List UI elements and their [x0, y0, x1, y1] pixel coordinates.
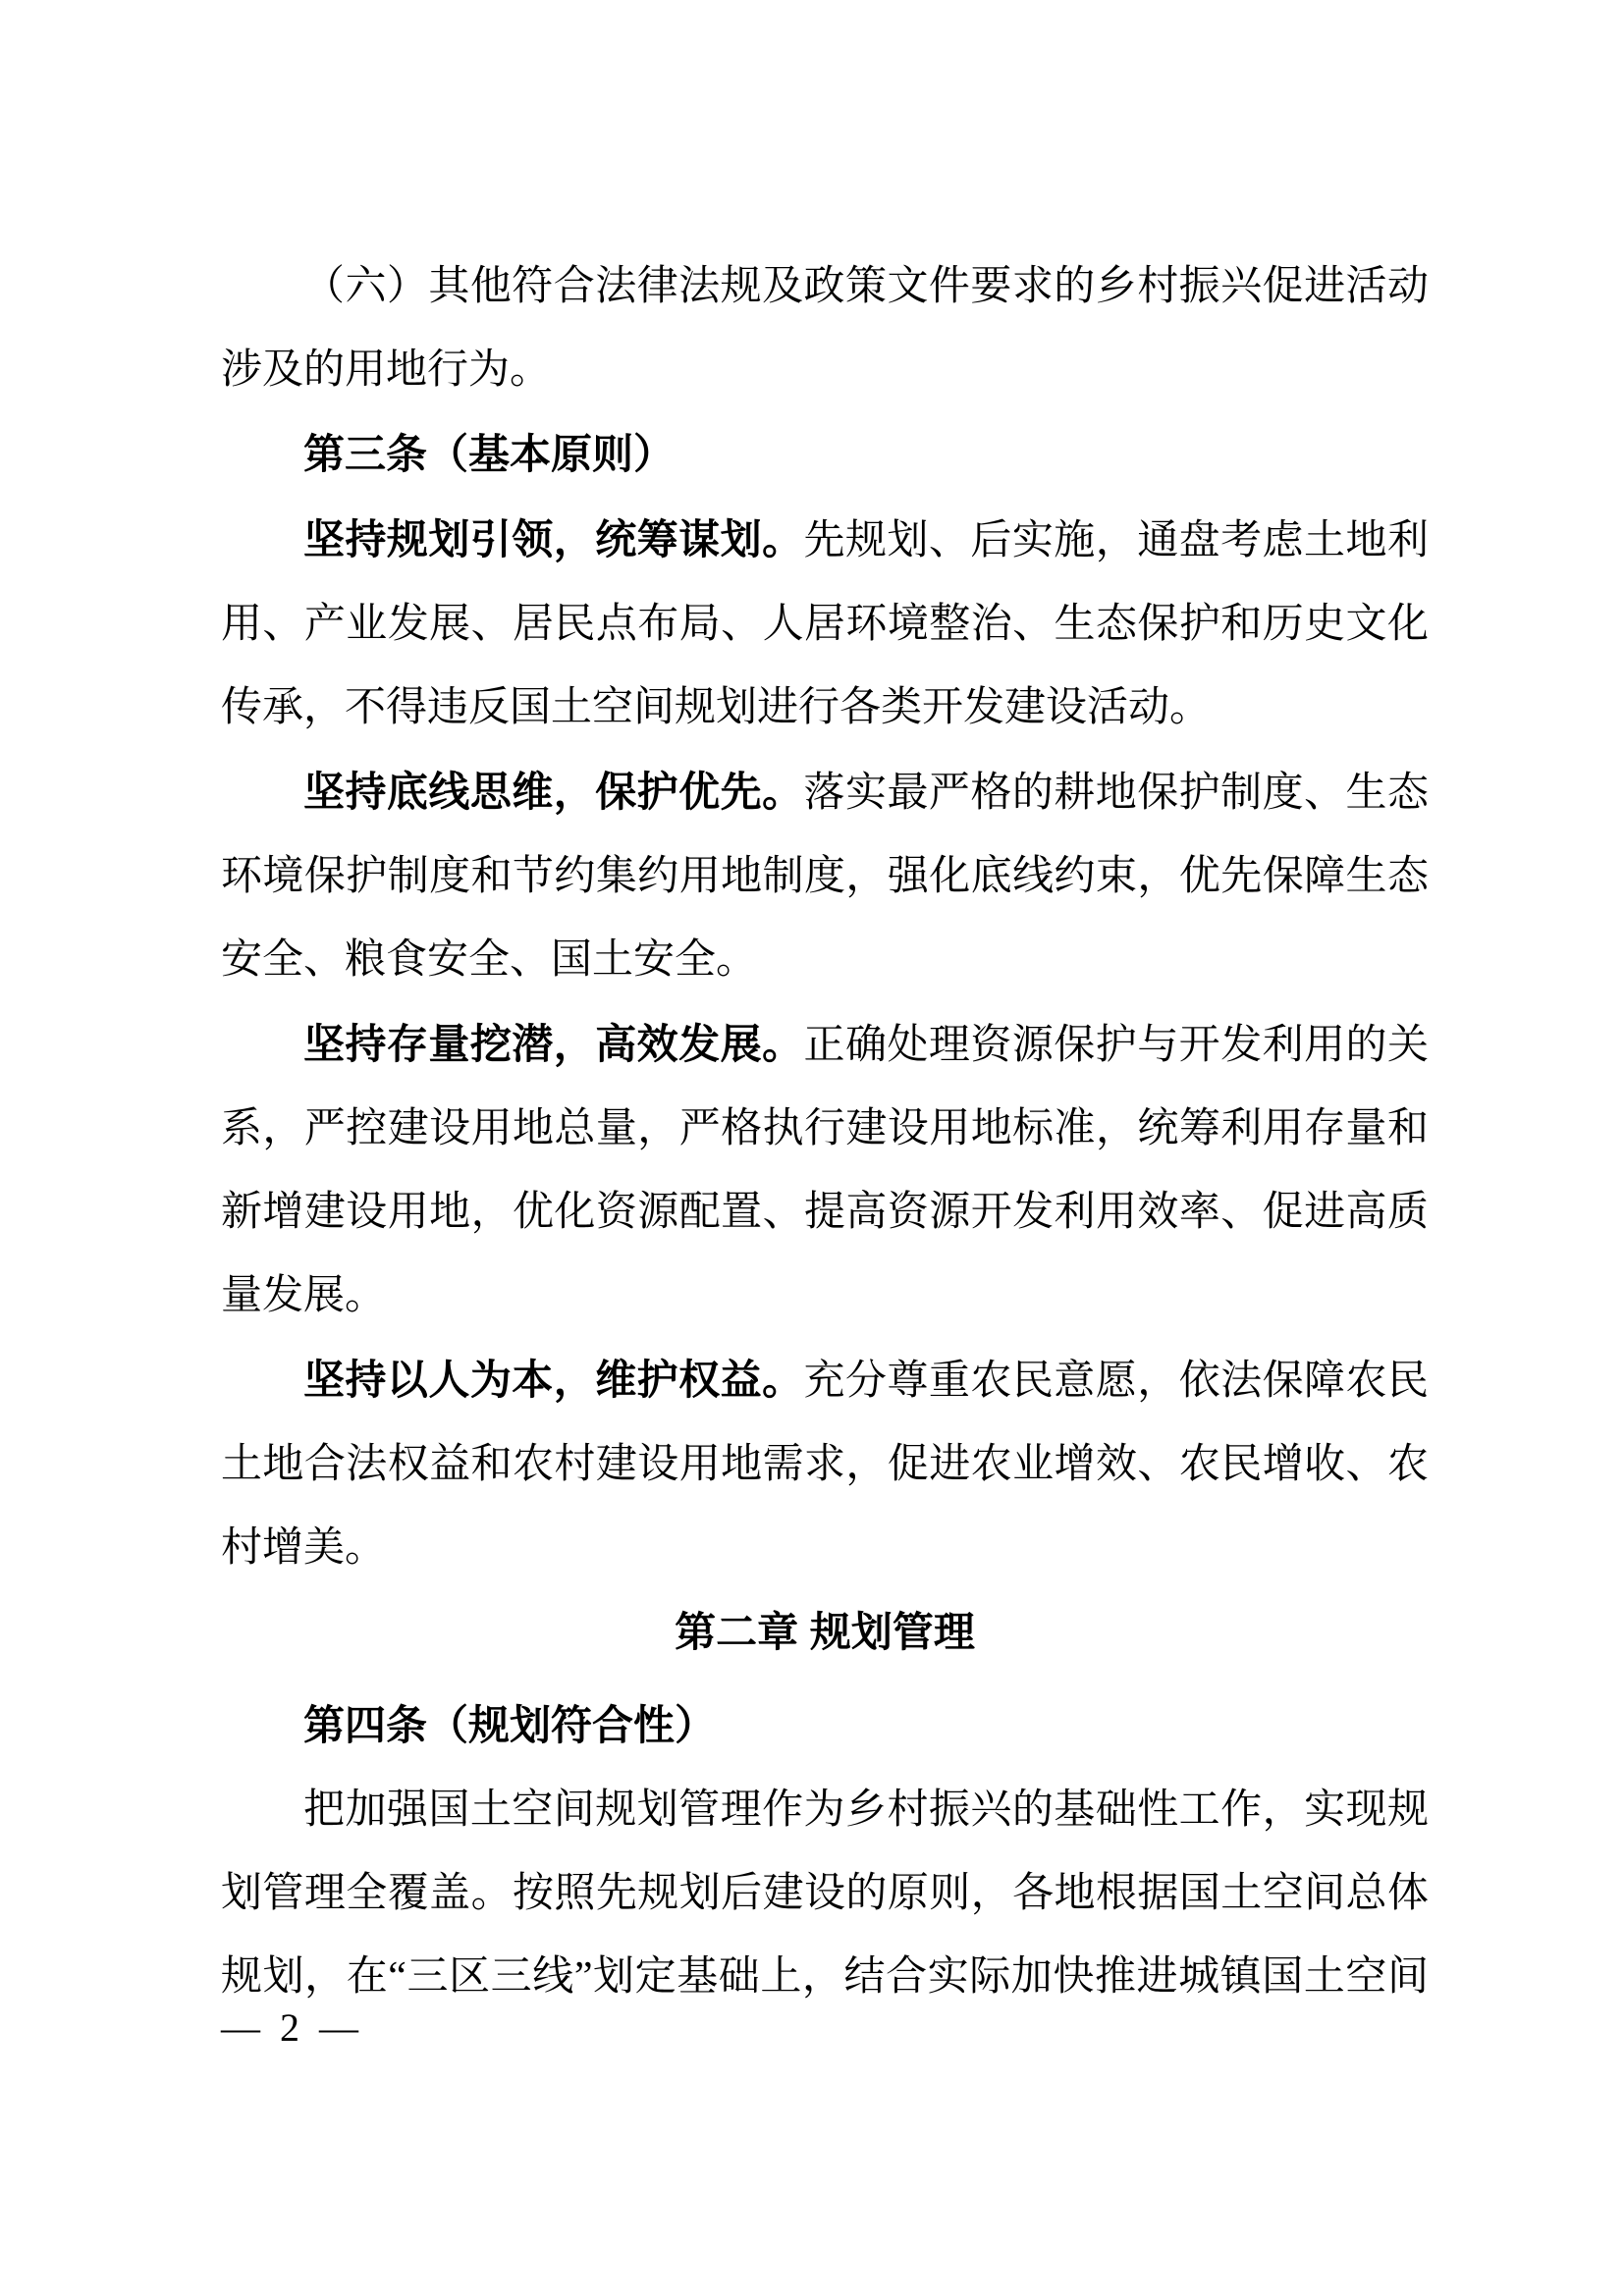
article-heading — [221, 1683, 1429, 1769]
text-run: 先规划、后实施，通盘考虑土地利 — [803, 518, 1429, 563]
text-run: 传承，不得违反国土空间规划进行各类开发建设活动。 — [221, 685, 1212, 730]
bold-text-run: 第四条（规划符合性） — [303, 1702, 717, 1748]
article-heading — [221, 412, 1429, 498]
body-line — [221, 245, 1429, 329]
text-run: 村增美。 — [221, 1525, 387, 1571]
bold-text-run: 坚持存量挖潜，高效发展。 — [303, 1021, 804, 1067]
body-line — [221, 498, 1429, 583]
text-run: 划管理全覆盖。按照先规划后建设的原则，各地根据国土空间总体 — [221, 1871, 1429, 1916]
body-line — [221, 1936, 1429, 2019]
text-run: 土地合法权益和农村建设用地需求，促进农业增效、农民增收、农 — [221, 1442, 1429, 1487]
text-run: 安全、粮食安全、国土安全。 — [221, 937, 758, 983]
text-run: 正确处理资源保护与开发利用的关 — [803, 1023, 1429, 1068]
body-line — [221, 1088, 1429, 1171]
text-run: 充分尊重农民意愿，依法保障农民 — [803, 1359, 1429, 1404]
chapter-heading — [221, 1590, 1429, 1676]
body-line — [221, 583, 1429, 667]
body-line — [221, 1002, 1429, 1088]
bold-text-run: 第三条（基本原则） — [303, 431, 676, 477]
text-run: 新增建设用地，优化资源配置、提高资源开发利用效率、促进高质 — [221, 1190, 1429, 1235]
text-run: 规划，在“三区三线”划定基础上，结合实际加快推进城镇国土空间 — [221, 1954, 1429, 2000]
body-line — [221, 1423, 1429, 1507]
body-line — [221, 750, 1429, 835]
bold-text-run: 坚持以人为本，维护权益。 — [303, 1357, 804, 1403]
text-run: 用、产业发展、居民点布局、人居环境整治、生态保护和历史文化 — [221, 602, 1429, 647]
page-number: — 2 — — [221, 2005, 358, 2050]
bold-text-run: 第二章 规划管理 — [675, 1609, 975, 1655]
text-run: 环境保护制度和节约集约用地制度，强化底线约束，优先保障生态 — [221, 854, 1429, 899]
text-run: 涉及的用地行为。 — [221, 347, 552, 393]
body-line — [221, 1171, 1429, 1255]
body-line — [221, 1852, 1429, 1936]
document-body — [221, 245, 1429, 2019]
body-line — [221, 329, 1429, 412]
text-run: 落实最严格的耕地保护制度、生态 — [803, 771, 1429, 816]
bold-text-run: 坚持底线思维，保护优先。 — [303, 769, 804, 815]
body-line — [221, 919, 1429, 1002]
body-line — [221, 1255, 1429, 1338]
body-line — [221, 1507, 1429, 1590]
text-run: 量发展。 — [221, 1273, 387, 1318]
text-run: （六）其他符合法律法规及政策文件要求的乡村振兴促进活动 — [303, 264, 1429, 309]
body-line — [221, 667, 1429, 750]
text-run: 系，严控建设用地总量，严格执行建设用地标准，统筹利用存量和 — [221, 1106, 1429, 1151]
bold-text-run: 坚持规划引领，统筹谋划。 — [303, 516, 804, 562]
body-line — [221, 1769, 1429, 1852]
text-run: 把加强国土空间规划管理作为乡村振兴的基础性工作，实现规 — [303, 1788, 1429, 1833]
body-line — [221, 1338, 1429, 1423]
body-line — [221, 835, 1429, 919]
